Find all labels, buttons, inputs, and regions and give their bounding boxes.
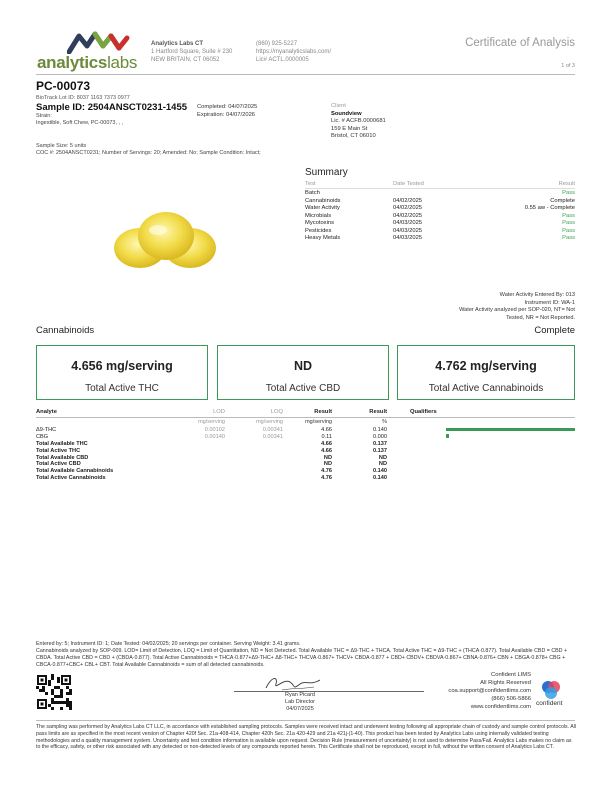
box-label: Total Active CBD	[265, 383, 341, 394]
analyte-name: Total Active CBD	[36, 461, 81, 468]
summary-result: Pass	[562, 212, 575, 219]
summary-date: 04/03/2025	[393, 227, 423, 234]
total-active-thc-box	[36, 345, 208, 400]
box-value: 4.762 mg/serving	[435, 359, 537, 373]
conf-phone: (866) 506-5866	[491, 695, 531, 702]
expiration-date: Expiration: 04/07/2026	[197, 112, 256, 119]
product-code: PC-00073	[36, 79, 91, 93]
col-result-pct: Result	[369, 409, 387, 415]
lab-license: Lic# ACTL.0000005	[256, 57, 309, 64]
conf-name: Confident LIMS	[491, 672, 531, 678]
footer-divider	[36, 720, 575, 721]
analyte-name: Total Active THC	[36, 447, 81, 454]
analyte-result-pct: 0.140	[373, 468, 387, 475]
total-active-cannabinoids-box	[397, 345, 575, 400]
analyte-result-pct: ND	[378, 461, 387, 468]
analyte-result-pct: 0.137	[373, 447, 387, 454]
analyte-result-mg: 4.66	[321, 440, 332, 447]
analyte-result-mg: 4.76	[321, 468, 332, 475]
analyte-name: Total Active Cannabinoids	[36, 475, 106, 482]
summary-test: Cannabinoids	[305, 197, 341, 204]
col-qualifiers: Qualifiers	[410, 409, 437, 415]
total-active-cbd-box	[217, 345, 389, 400]
water-activity-note	[459, 292, 575, 322]
analyte-row	[36, 474, 575, 481]
unit-result-pct: %	[382, 419, 387, 425]
analyte-lod: 0.00140	[204, 433, 225, 440]
summary-result: Complete	[550, 197, 575, 204]
lab-phone: (860) 925-5227	[256, 41, 298, 47]
analyte-row	[36, 447, 575, 454]
summary-date: 04/02/2025	[393, 205, 423, 212]
client-address2: Bristol, CT 06010	[331, 133, 376, 140]
client-address1: 159 E Main St	[331, 125, 368, 132]
unit-loq: mg/serving	[256, 419, 283, 425]
summary-table	[305, 181, 575, 243]
summary-date: 04/02/2025	[393, 212, 423, 219]
summary-test: Heavy Metals	[305, 235, 341, 242]
analyte-result-pct: 0.140	[373, 475, 387, 482]
summary-row	[305, 197, 575, 205]
lab-website[interactable]: https://myanalyticslabs.com/	[256, 49, 332, 56]
analyte-name: Total Available CBD	[36, 454, 89, 461]
signer-block	[270, 692, 330, 713]
qr-code[interactable]	[36, 674, 72, 710]
summary-result: Pass	[562, 189, 575, 196]
analyte-result-mg: 4.66	[321, 427, 332, 433]
client-license: Lic. # ACFB.0000681	[331, 118, 386, 125]
confident-lims-info	[448, 672, 531, 712]
summary-result: Pass	[562, 227, 575, 234]
lab-contact	[256, 40, 331, 64]
conf-email[interactable]: coa.support@confidentlims.com	[448, 687, 531, 694]
summary-col-result: Result	[558, 180, 575, 187]
signer-title: Lab Director	[285, 698, 315, 705]
analyte-table-header	[36, 408, 575, 418]
summary-result: Pass	[562, 220, 575, 227]
summary-date: 04/03/2025	[393, 220, 423, 227]
matrix: Ingestible, Soft Chew, PC-00073, , ,	[36, 120, 124, 127]
analyte-result-mg: ND	[323, 461, 332, 468]
summary-test: Pesticides	[305, 227, 332, 234]
summary-col-test: Test	[305, 180, 316, 187]
footer-notes	[36, 641, 576, 669]
box-label: Total Active Cannabinoids	[428, 383, 544, 394]
unit-result-mg: mg/serving	[305, 419, 332, 425]
summary-result: 0.55 aw - Complete	[524, 205, 575, 212]
summary-date: 04/03/2025	[393, 235, 423, 242]
summary-test: Batch	[305, 189, 320, 196]
analyte-row	[36, 440, 575, 447]
analyte-bar	[446, 434, 575, 438]
analyte-result-pct: ND	[378, 454, 387, 461]
wa-sop-2: Tested, NR = Not Reported.	[506, 314, 575, 321]
analyte-table-body	[36, 426, 575, 481]
disclaimer: The sampling was performed by Analytics Labs CT LLC, in accordance with established sampling protocols. Samples were received intact and underwent testing following all appropriate chain of custody and sample control protocols. All pass limits are as specified in the most recent version of Chapter 420f Sec. 21a-408-414, Chapter 420h Sec. 21a 420-429 and 21a 421j-(1-40). This product has been tested by Analytics Labs using internally validated testing methodologies and a quality management system. Uncertainty and test condition information is available upon request. Decision Rule (measurement of uncertainty) is not used to determine Pass/Fail. Analytics Labs makes no claim as to the efficacy, safety, or other risk associated with any detected or non-detected levels of any compounds reported herein. This Certificate shall not be reproduced, except in full, without the written consent of Analytics Labs CT.	[36, 724, 576, 751]
summary-row	[305, 235, 575, 243]
signer-name: Ryan Picard	[285, 692, 315, 698]
analyte-units-row	[36, 419, 575, 426]
strain-label: Strain:	[36, 113, 52, 119]
analyte-row	[36, 433, 575, 440]
analytics-labs-logo: analyticslabs	[37, 30, 147, 72]
analyte-loq: 0.00341	[262, 433, 283, 440]
completed-date: Completed: 04/07/2025	[197, 104, 258, 110]
summary-result: Pass	[562, 235, 575, 242]
unit-lod: mg/serving	[198, 419, 225, 425]
analyte-result-pct: 0.137	[373, 440, 387, 447]
analyte-name: Total Available THC	[36, 440, 88, 447]
summary-row	[305, 205, 575, 213]
cannabinoids-status: Complete	[534, 325, 575, 336]
summary-row	[305, 220, 575, 228]
analyte-name: Δ9-THC	[36, 427, 57, 433]
summary-row	[305, 228, 575, 236]
client-info	[331, 103, 386, 141]
analyte-result-mg: ND	[323, 454, 332, 461]
method-note: Cannabinoids analyzed by SOP-009. LOD= Limit of Detection, LOQ = Limit of Quantitation, ND = Not Detected. Total Available THC = Δ9-THC + THCA. Total Active THC = Δ9-THC + (THCA·0.877). Total Available CBD = CBD + CBDA. Total Active CBD = CBD + (CBDA·0.877). Total Active Cannabinoids = THCA·0.877+Δ9-THC+ Δ8-THC+ THCVA·0.867+ THCV+ CBDA·0.877 + CBD+ CBDV+ CBDVA·0.867+ CBNA·0.876+ CBN + CBGA·0.878+ CBG + CBCA·0.877+CBC+ CBL+ CBT. Total Available Cannabinoids = sum of all detected cannabinoids.	[36, 647, 568, 668]
conf-website[interactable]: www.confidentlims.com	[470, 703, 531, 710]
client-label: Client	[331, 103, 346, 109]
sample-size: Sample Size: 5 units	[36, 143, 87, 149]
analyte-lod: 0.00102	[204, 427, 225, 433]
summary-test: Water Activity	[305, 205, 340, 212]
summary-date: 04/02/2025	[393, 197, 423, 204]
confident-wordmark: confident	[536, 700, 563, 707]
analyte-result-pct: 0.140	[373, 427, 387, 433]
analyte-result-mg: 4.66	[321, 447, 332, 454]
analyte-result-mg: 0.11	[321, 433, 332, 440]
summary-row	[305, 190, 575, 198]
analyte-bar-fill	[446, 434, 449, 438]
biotrack-lot-id: BioTrack Lot ID: 8037 1163 7373 0977	[36, 95, 130, 101]
lab-name: Analytics Labs CT	[151, 41, 204, 47]
analyte-result-mg: 4.76	[321, 475, 332, 482]
confident-logo-icon	[540, 679, 562, 701]
lab-address2: NEW BRITAIN, CT 06052	[151, 57, 220, 64]
document-title: Certificate of Analysis	[465, 37, 575, 49]
analyte-bar	[446, 428, 575, 432]
client-name: Soundview	[331, 110, 362, 117]
header-divider	[36, 74, 575, 75]
conf-rights: All Rights Reserved	[480, 679, 531, 686]
analyte-loq: 0.00341	[262, 427, 283, 433]
summary-test: Microbials	[305, 212, 332, 219]
strain-info	[36, 113, 123, 127]
col-analyte: Analyte	[36, 409, 57, 415]
analyte-result-pct: 0.000	[373, 433, 387, 440]
analyte-bar-fill	[446, 428, 575, 432]
sample-size-info	[36, 143, 261, 158]
cannabinoids-title: Cannabinoids	[36, 325, 95, 336]
wa-sop: Water Activity analyzed per SOP-020, NT= Not	[459, 307, 575, 314]
sample-id: Sample ID: 2504ANSCT0231-1455	[36, 102, 188, 113]
box-value: 4.656 mg/serving	[71, 359, 173, 373]
summary-row	[305, 212, 575, 220]
col-lod: LOD	[213, 409, 225, 415]
lab-info	[151, 40, 232, 64]
page-number: 1 of 3	[561, 63, 575, 69]
analyte-name: Total Available Cannabinoids	[36, 468, 114, 475]
coc-info: COC #: 2504ANSCT0231; Number of Servings: 20; Amended: No; Sample Condition: Intact;	[36, 150, 261, 157]
box-value: ND	[293, 359, 313, 373]
sample-photo	[36, 162, 296, 318]
summary-title: Summary	[305, 167, 348, 178]
col-result-mg: Result	[314, 409, 332, 415]
analyte-row	[36, 460, 575, 467]
analyte-row	[36, 426, 575, 433]
analyte-row	[36, 467, 575, 474]
sample-dates	[197, 103, 257, 120]
summary-test: Mycotoxins	[305, 220, 334, 227]
entered-by-note: Entered by: 5; Instrument ID: 1; Date Tested: 04/02/2025; 20 servings per container. Serving Weight: 3.41 grams.	[36, 641, 301, 647]
analyte-row	[36, 454, 575, 461]
col-loq: LOQ	[270, 409, 283, 415]
box-label: Total Active THC	[85, 383, 159, 394]
lab-address1: 1 Hartford Square, Suite # 230	[151, 49, 233, 56]
wa-instrument: Instrument ID: WA-1	[524, 299, 575, 306]
summary-col-date: Date Tested	[393, 180, 424, 187]
wa-entered-by: Water Activity Entered By: 013	[499, 292, 575, 298]
sign-date: 04/07/2025	[286, 705, 314, 712]
summary-header-row	[305, 181, 575, 189]
analyte-name: CBG	[36, 433, 49, 440]
